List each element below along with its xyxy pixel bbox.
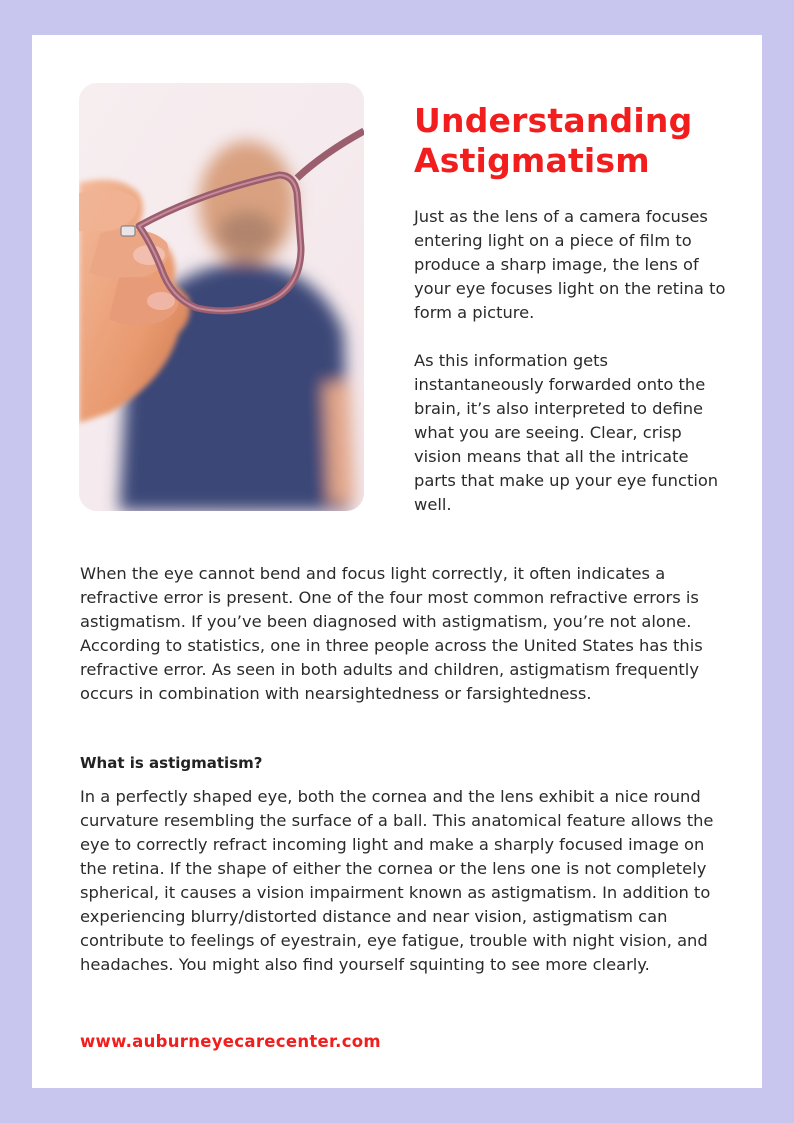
eyeglasses-illustration [79,83,364,511]
intro-text [414,205,734,517]
body-paragraph: In a perfectly shaped eye, both the cornea and the lens exhibit a nice round curvature resembling the surface of a ball. This anatomical feature allows the eye to correctly refract incoming light and make a sharply focused image on the retina. If the shape of either the cornea or the lens one is not completely spherical, it causes a vision impairment known as astigmatism. In addition to experiencing blurry/distorted distance and near vision, astigmatism can contribute to feelings of eyestrain, eye fatigue, trouble with night vision, and headaches. You might also find yourself squinting to see more clearly. [80,787,714,974]
document-page [32,35,762,1088]
intro-paragraph: As this information gets instantaneously forwarded onto the brain, it’s also interpreted to define what you are seeing. Clear, crisp vision means that all the intricate parts that make up your eye function well. [414,351,719,514]
page-title: Understanding Astigmatism [414,101,693,180]
section-heading: What is astigmatism? [80,754,263,772]
website-link[interactable]: www.auburneyecarecenter.com [80,1032,381,1051]
eyeglasses-photo [79,83,364,511]
intro-paragraph: Just as the lens of a camera focuses entering light on a piece of film to produce a sharp image, the lens of your eye focuses light on the retina to form a picture. [414,207,726,322]
body-paragraph: When the eye cannot bend and focus light correctly, it often indicates a refractive error is present. One of the four most common refractive errors is astigmatism. If you’ve been diagnosed with astigmatism, you’re not alone. According to statistics, one in three people across the United States has this refractive error. As seen in both adults and children, astigmatism frequently occurs in combination with nearsightedness or farsightedness. [80,564,703,703]
